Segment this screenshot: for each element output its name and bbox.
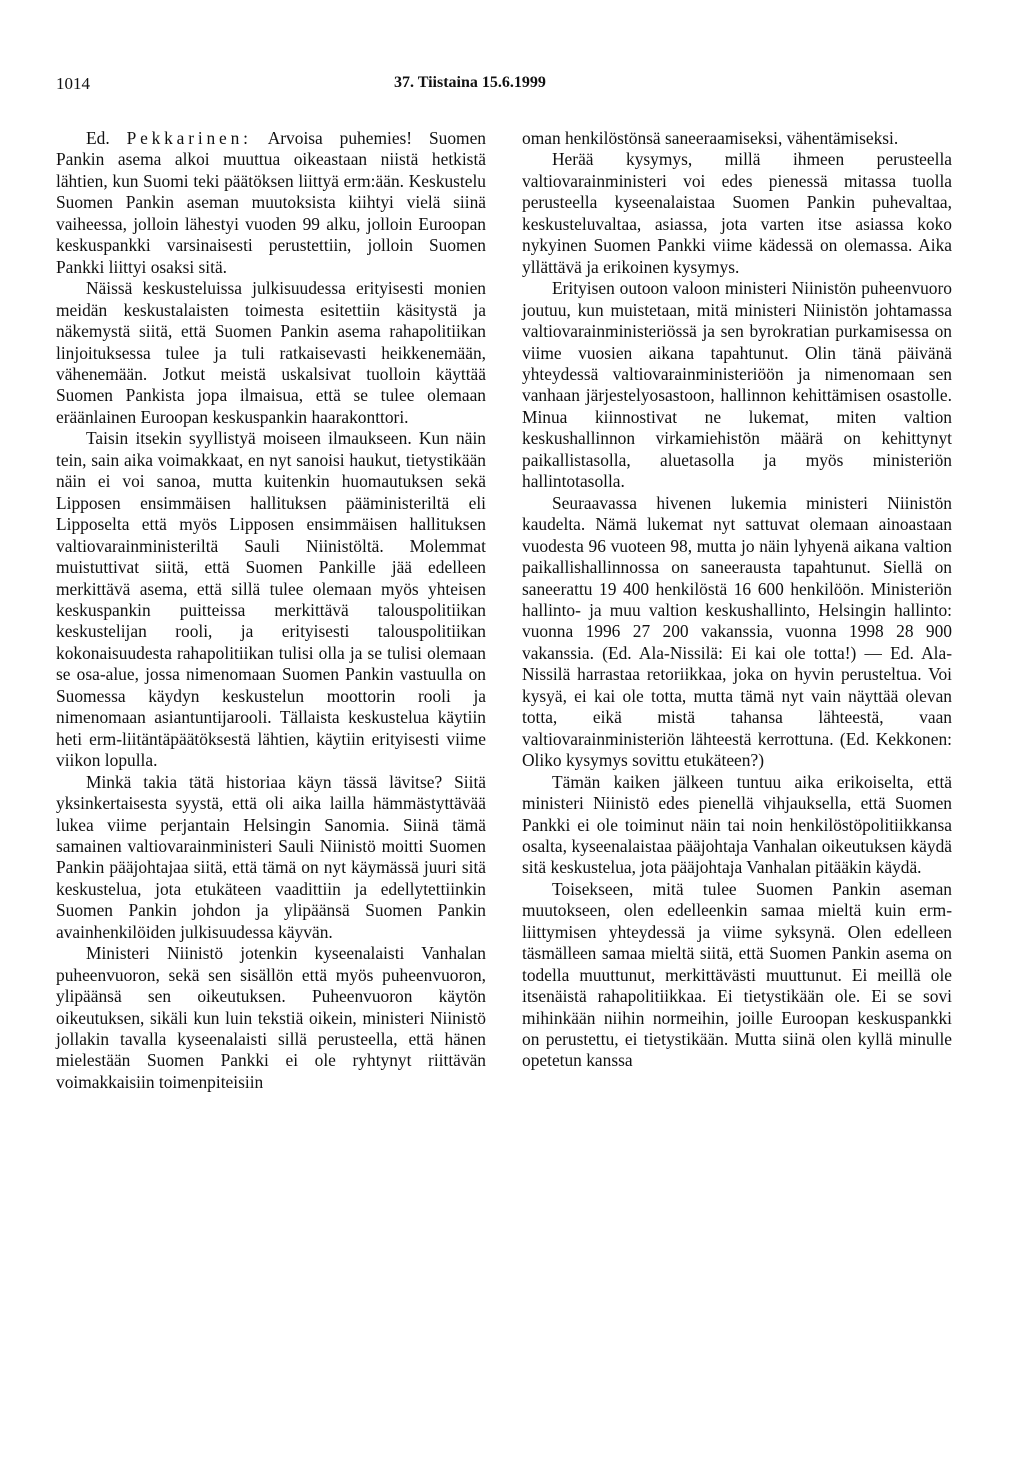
paragraph: Ministeri Niinistö jotenkin kyseenalaisti Vanhalan puheenvuoron, sekä sen sisällön että myös puheenvuoron, ylipäänsä sen oikeutuksen. Puheenvuoron käytön oikeutuksen, sikäli kun luin tekstiä oikein, ministeri Niinistö jollakin tavalla kyseenalaisti sillä perusteella, että hänen mielestään Suomen Pankki ei ole ryhtynyt riittävän voimakkaisiin toimenpiteisiin <box>56 943 486 1092</box>
paragraph: Erityisen outoon valoon ministeri Niinistön puheenvuoro joutuu, kun muistetaan, mitä ministeri Niinistön johtamassa valtiovarainministeriössä ja sen byrokratian purkamisessa on viime vuosien aikana tapahtunut. Olin tänä päivänä yhteydessä valtiovarainministeriöön ja nimenomaan sen vanhaan järjestelyosastoon, hallinnon kehittämisen osastolle. Minua kiinnostivat ne lukemat, miten valtion keskushallinnon virkamiehistön määrä on kehittynyt paikallistasolla, aluetasolla ja myös ministeriön hallintotasolla. <box>522 278 952 492</box>
paragraph-text: Arvoisa puhemies! Suomen Pankin asema alkoi muuttua oikeastaan niistä hetkistä lähtien, kun Suomi teki päätöksen liittyä erm:ään. Keskustelu Suomen Pankin aseman muutoksista kiihtyi vielä siinä vaiheessa, jolloin lähestyi vuoden 99 alku, jolloin Euroopan keskuspankki varsinaisesti perustettiin, jolloin Suomen Pankki liittyi osaksi sitä. <box>56 128 486 277</box>
speaker-name: Pekkarinen: <box>126 128 252 148</box>
paragraph: Näissä keskusteluissa julkisuudessa erityisesti monien meidän keskustalaisten toimesta esitettiin käsitystä ja näkemystä siitä, että Suomen Pankin asema rahapolitiikan linjoituksessa tulee ja tuli ratkaisevasti heikkenemään, vähenemään. Jotkut meistä uskalsivat tuolloin käyttää Suomen Pankista jopa ilmaisua, että se tulee olemaan eräänlainen Euroopan keskuspankin haarakonttori. <box>56 278 486 427</box>
paragraph: Taisin itsekin syyllistyä moiseen ilmaukseen. Kun näin tein, sain aika voimakkaat, en nyt sanoisi haukut, tietystikään näin ei voi sanoa, mutta kuitenkin huomautuksen sekä Lipposen ensimmäisen hallituksen pääministeriltä eli Lipposelta että myös Lipposen ensimmäisen hallituksen valtiovarainministeriltä Sauli Niinistöltä. Molemmat muistuttivat siitä, että Suomen Pankille jää edelleen merkittävä asema, että sillä tulee olemaan myös yhteisen keskuspankin puitteissa merkittävä talouspolitiikan keskustelijan rooli, ja erityisesti talouspolitiikan kokonaisuudesta rahapolitiikan tulisi olla ja se tulisi olemaan se osa-alue, jossa nimenomaan Suomen Pankin vastuulla on Suomessa käydyn keskustelun moottorin rooli ja nimenomaan asiantuntijarooli. Tällaista keskustelua käytiin heti erm-liitäntäpäätöksestä lähtien, käytiin erityisesti viime viikon lopulla. <box>56 428 486 771</box>
left-column <box>56 128 486 1093</box>
page-number: 1014 <box>56 74 90 93</box>
session-title: 37. Tiistaina 15.6.1999 <box>394 74 546 91</box>
right-column <box>522 128 952 1072</box>
page-header <box>56 74 966 100</box>
paragraph: oman henkilöstönsä saneeraamiseksi, vähentämiseksi. <box>522 128 899 148</box>
speaker-prefix: Ed. <box>86 128 110 148</box>
paragraph: Herää kysymys, millä ihmeen perusteella valtiovarainministeri voi edes pienessä mitassa tuolla perusteella kyseenalaistaa Suomen Pankin puhevaltaa, keskusteluvaltaa, asiassa, jota varten itse asiassa koko nykyinen Suomen Pankki viime kädessä on olemassa. Aika yllättävä ja erikoinen kysymys. <box>522 149 952 277</box>
paragraph <box>56 128 486 278</box>
paragraph: Minkä takia tätä historiaa käyn tässä lävitse? Siitä yksinkertaisesta syystä, että oli aika lailla hämmästyttävää lukea viime perjantain Helsingin Sanomia. Siinä tämä samainen valtiovarainministeri Sauli Niinistö moitti Suomen Pankin pääjohtajaa siitä, että tämä on nyt käymässä juuri sitä keskustelua, jota etukäteen vaadittiin ja edellytettiinkin Suomen Pankin johdon ja ylipäänsä Suomen Pankin avainhenkilöiden julkisuudessa käyvän. <box>56 771 486 942</box>
paragraph: Toisekseen, mitä tulee Suomen Pankin aseman muutokseen, olen edelleenkin samaa mieltä kuin erm-liittymisen yhteydessä ja viime syksynä. Olen edelleen täsmälleen samaa mieltä siitä, että Suomen Pankin asema on todella muuttunut, merkittävästi muuttunut. Ei meillä ole itsenäistä rahapolitiikkaa. Ei tietystikään ole. Ei se sovi mihinkään niihin normeihin, joille Euroopan keskuspankki on perustettu, ei tietystikään. Mutta siinä olen kyllä minulle opetetun kanssa <box>522 878 952 1071</box>
paragraph: Tämän kaiken jälkeen tuntuu aika erikoiselta, että ministeri Niinistö edes pienellä vihjauksella, että Suomen Pankki ei ole toiminut näin tai noin henkilöstöpolitiikkansa osalta, kyseenalaistaa pääjohtaja Vanhalan oikeutuksen käydä sitä keskustelua, jota pääjohtaja Vanhalan pitääkin käydä. <box>522 771 952 878</box>
paragraph: Seuraavassa hivenen lukemia ministeri Niinistön kaudelta. Nämä lukemat nyt sattuvat olemaan ainoastaan vuodesta 96 vuoteen 98, mutta jo näin lyhyenä aikana valtion paikallishallinnossa on saneerausta tapahtunut. Siellä on saneerattu 19 400 henkilöstä 16 600 henkilöön. Ministeriön hallinto- ja muu valtion keskushallinto, Helsingin hallinto: vuonna 1996 27 200 vakanssia, vuonna 1998 28 900 vakanssia. (Ed. Ala-Nissilä: Ei kai ole totta!) — Ed. Ala-Nissilä harrastaa retoriikkaa, joka on hyvin perusteltua. Voi kysyä, ei kai ole totta, mutta tämä nyt vain näyttää olevan totta, eikä mistä tahansa lähteestä, vaan valtiovarainministeriön lähteestä kerrottuna. (Ed. Kekkonen: Oliko kysymys sovittu etukäteen?) <box>522 492 952 771</box>
